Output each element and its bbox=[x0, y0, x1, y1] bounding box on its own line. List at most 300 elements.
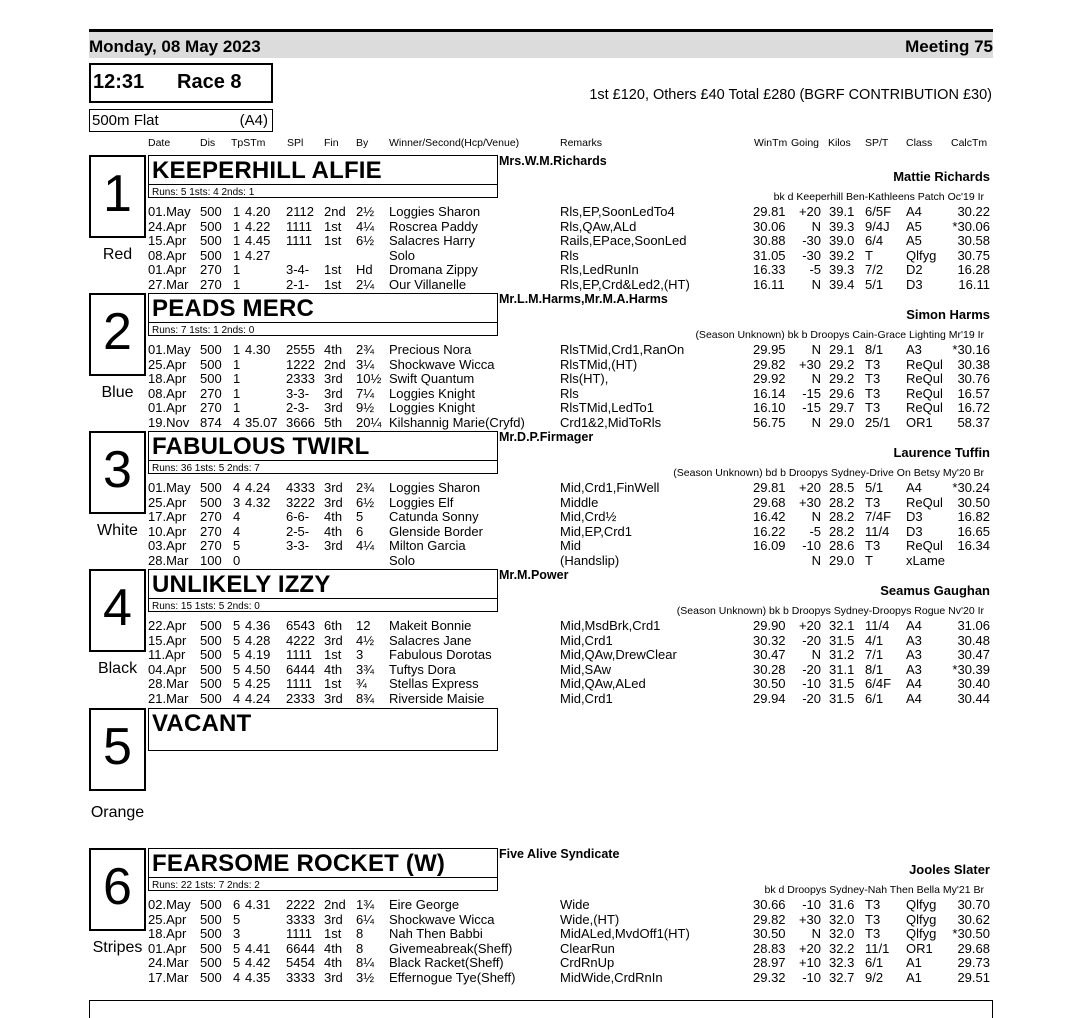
form-class: ReQul bbox=[906, 356, 943, 372]
form-race-date: 17.Apr bbox=[148, 509, 187, 525]
form-distance: 270 bbox=[200, 538, 222, 554]
form-race-date: 17.Mar bbox=[148, 970, 189, 985]
form-win-time: 29.95 bbox=[753, 342, 786, 357]
form-calc-time: 16.28 bbox=[957, 262, 990, 278]
runner-record: Runs: 5 1sts: 4 2nds: 1 bbox=[152, 187, 255, 198]
form-starting-price: T3 bbox=[865, 494, 881, 510]
form-row bbox=[0, 233, 1080, 248]
form-remarks: Rls,QAw,ALd bbox=[560, 218, 637, 234]
form-race-date: 01.May bbox=[148, 204, 191, 219]
form-row bbox=[0, 495, 1080, 510]
form-going: +10 bbox=[798, 955, 821, 971]
form-race-date: 24.Apr bbox=[148, 218, 187, 234]
owner-name: Mr.M.Power bbox=[499, 568, 569, 582]
form-remarks: (Handslip) bbox=[560, 553, 620, 568]
form-race-date: 28.Mar bbox=[148, 553, 189, 568]
meeting-header bbox=[89, 29, 993, 58]
form-winner-second: Shockwave Wicca bbox=[389, 911, 495, 927]
breeding-info: bk d Droopys Sydney-Nah Then Bella My'21 Br bbox=[764, 884, 984, 896]
form-calc-time: *30.16 bbox=[952, 342, 990, 357]
form-win-time: 30.47 bbox=[753, 647, 786, 663]
form-finish: 3rd bbox=[324, 538, 343, 554]
form-positions: 2333 bbox=[286, 371, 315, 387]
form-finish: 2nd bbox=[324, 356, 346, 372]
form-class: A4 bbox=[906, 676, 922, 692]
form-distance: 500 bbox=[200, 218, 222, 234]
form-trap: 1 bbox=[233, 247, 241, 263]
form-distance-beaten: 2¾ bbox=[356, 342, 375, 357]
form-winner-second: Kilshannig Marie(Cryfd) bbox=[389, 415, 525, 430]
form-positions: 6644 bbox=[286, 940, 315, 956]
form-class: A3 bbox=[906, 647, 922, 663]
form-remarks: Mid,EP,Crd1 bbox=[560, 523, 633, 539]
form-distance: 500 bbox=[200, 371, 222, 387]
form-weight: 32.1 bbox=[829, 618, 855, 633]
form-weight: 32.0 bbox=[829, 911, 855, 927]
form-distance: 500 bbox=[200, 661, 222, 677]
form-row bbox=[0, 509, 1080, 524]
form-distance-beaten: 6½ bbox=[356, 233, 375, 249]
breeding-info: (Season Unknown) bk b Droopys Sydney-Droopys Rogue Nv'20 Ir bbox=[676, 605, 984, 617]
form-going: -20 bbox=[802, 691, 821, 706]
form-winner-second: Glenside Border bbox=[389, 523, 483, 539]
form-win-time: 30.66 bbox=[753, 897, 786, 912]
form-trap: 4 bbox=[233, 480, 241, 495]
form-going: N bbox=[811, 926, 821, 942]
form-winner-second: Stellas Express bbox=[389, 676, 479, 692]
form-race-date: 21.Mar bbox=[148, 691, 189, 706]
form-distance: 270 bbox=[200, 523, 222, 539]
form-remarks: Rls,EP,SoonLedTo4 bbox=[560, 204, 675, 219]
form-winner-second: Tuftys Dora bbox=[389, 661, 456, 677]
form-distance: 500 bbox=[200, 647, 222, 663]
form-finish: 4th bbox=[324, 509, 343, 525]
form-going: -10 bbox=[802, 970, 821, 985]
form-calc-time: 29.73 bbox=[957, 955, 990, 971]
trap-colour: White bbox=[97, 522, 138, 539]
form-row bbox=[0, 676, 1080, 691]
form-win-time: 29.94 bbox=[753, 691, 786, 706]
form-race-date: 15.Apr bbox=[148, 233, 187, 249]
form-positions: 2-3- bbox=[286, 400, 310, 416]
form-winner-second: Givemeabreak(Sheff) bbox=[389, 940, 513, 956]
form-sectional-time: 4.28 bbox=[245, 632, 271, 648]
form-row bbox=[0, 204, 1080, 219]
form-trap: 5 bbox=[233, 647, 241, 663]
form-race-date: 02.May bbox=[148, 897, 191, 912]
form-trap: 4 bbox=[233, 970, 241, 985]
form-row bbox=[0, 970, 1080, 985]
form-class: A3 bbox=[906, 342, 922, 357]
form-starting-price: 6/4F bbox=[865, 676, 892, 692]
form-remarks: Mid,QAw,ALed bbox=[560, 676, 646, 692]
form-row bbox=[0, 480, 1080, 495]
form-row bbox=[0, 553, 1080, 568]
form-positions: 5454 bbox=[286, 955, 315, 971]
meeting-date: Monday, 08 May 2023 bbox=[89, 37, 261, 56]
form-distance-beaten: 4½ bbox=[356, 632, 375, 648]
form-calc-time: 30.44 bbox=[957, 691, 990, 706]
form-going: N bbox=[811, 218, 821, 234]
form-going: -10 bbox=[802, 538, 821, 554]
form-finish: 1st bbox=[324, 218, 342, 234]
form-class: D3 bbox=[906, 509, 923, 525]
form-remarks: Rls bbox=[560, 385, 579, 401]
form-class: D2 bbox=[906, 262, 923, 278]
form-distance-beaten: 6¼ bbox=[356, 911, 375, 927]
form-positions: 3-3- bbox=[286, 385, 310, 401]
trap-colour: Orange bbox=[90, 804, 145, 821]
form-sectional-time: 4.25 bbox=[245, 676, 271, 692]
form-finish: 3rd bbox=[324, 400, 343, 416]
form-row bbox=[0, 262, 1080, 277]
form-sectional-time: 4.24 bbox=[245, 691, 271, 706]
form-remarks: CrdRnUp bbox=[560, 955, 615, 971]
form-weight: 39.3 bbox=[829, 218, 855, 234]
form-trap: 4 bbox=[233, 509, 241, 525]
form-trap: 3 bbox=[233, 494, 241, 510]
trainer-name: Mattie Richards bbox=[893, 169, 990, 184]
form-starting-price: 5/1 bbox=[865, 277, 884, 292]
form-row bbox=[0, 912, 1080, 927]
form-going: -20 bbox=[802, 661, 821, 677]
form-finish: 4th bbox=[324, 523, 343, 539]
form-class: OR1 bbox=[906, 940, 933, 956]
name-divider bbox=[149, 322, 497, 323]
form-class: A1 bbox=[906, 955, 922, 971]
race-distance-box bbox=[89, 109, 273, 132]
form-sectional-time: 35.07 bbox=[245, 415, 278, 430]
form-sectional-time: 4.35 bbox=[245, 970, 271, 985]
form-win-time: 30.32 bbox=[753, 632, 786, 648]
form-row bbox=[0, 415, 1080, 430]
form-weight: 28.2 bbox=[829, 523, 855, 539]
form-remarks: Mid,Crd½ bbox=[560, 509, 617, 525]
form-sectional-time: 4.50 bbox=[245, 661, 271, 677]
form-finish: 3rd bbox=[324, 911, 343, 927]
runner-record: Runs: 22 1sts: 7 2nds: 2 bbox=[152, 880, 260, 891]
form-class: ReQul bbox=[906, 385, 943, 401]
form-distance: 500 bbox=[200, 247, 222, 263]
form-weight: 28.6 bbox=[829, 538, 855, 554]
form-going: N bbox=[811, 647, 821, 663]
form-win-time: 30.28 bbox=[753, 661, 786, 677]
form-remarks: Mid,SAw bbox=[560, 661, 612, 677]
form-class: A4 bbox=[906, 618, 922, 633]
form-starting-price: T bbox=[865, 247, 873, 263]
form-calc-time: 16.72 bbox=[957, 400, 990, 416]
form-class: A4 bbox=[906, 691, 922, 706]
form-race-date: 01.Apr bbox=[148, 400, 187, 416]
form-distance: 500 bbox=[200, 676, 222, 692]
form-going: -10 bbox=[802, 897, 821, 912]
form-positions: 1222 bbox=[286, 356, 315, 372]
form-remarks: Mid,Crd1 bbox=[560, 691, 613, 706]
form-winner-second: Loggies Sharon bbox=[389, 204, 481, 219]
form-trap: 0 bbox=[233, 553, 241, 568]
form-finish: 3rd bbox=[324, 385, 343, 401]
form-remarks: Mid,QAw,DrewClear bbox=[560, 647, 677, 663]
form-weight: 29.6 bbox=[829, 385, 855, 401]
form-trap: 5 bbox=[233, 618, 241, 633]
form-weight: 29.0 bbox=[829, 415, 855, 430]
form-race-date: 01.Apr bbox=[148, 940, 187, 956]
form-remarks: RlsTMid,Crd1,RanOn bbox=[560, 342, 685, 357]
form-race-date: 25.Apr bbox=[148, 356, 187, 372]
runner-record: Runs: 7 1sts: 1 2nds: 0 bbox=[152, 325, 255, 336]
form-calc-time: 30.76 bbox=[957, 371, 990, 387]
form-distance: 270 bbox=[200, 385, 222, 401]
column-header: By bbox=[356, 137, 369, 149]
form-finish: 1st bbox=[324, 233, 342, 249]
form-weight: 29.7 bbox=[829, 400, 855, 416]
form-winner-second: Loggies Elf bbox=[389, 494, 454, 510]
form-finish: 3rd bbox=[324, 371, 343, 387]
form-class: Qlfyg bbox=[906, 926, 937, 942]
form-class: A3 bbox=[906, 632, 922, 648]
form-race-date: 10.Apr bbox=[148, 523, 187, 539]
form-distance: 500 bbox=[200, 356, 222, 372]
form-distance-beaten: Hd bbox=[356, 262, 373, 278]
form-weight: 31.5 bbox=[829, 676, 855, 692]
form-going: N bbox=[811, 277, 821, 292]
race-time: 12:31 bbox=[93, 71, 145, 93]
runner-name: FEARSOME ROCKET (W) bbox=[152, 850, 446, 877]
form-remarks: Wide,(HT) bbox=[560, 911, 620, 927]
form-row bbox=[0, 371, 1080, 386]
next-section-box bbox=[89, 1000, 993, 1018]
form-finish: 5th bbox=[324, 415, 343, 430]
form-class: D3 bbox=[906, 277, 923, 292]
trap-colour: Blue bbox=[101, 384, 134, 401]
form-remarks: Middle bbox=[560, 494, 599, 510]
form-trap: 1 bbox=[233, 262, 241, 278]
name-divider bbox=[149, 598, 497, 599]
form-race-date: 25.Apr bbox=[148, 494, 187, 510]
form-calc-time: 30.62 bbox=[957, 911, 990, 927]
form-class: A5 bbox=[906, 218, 922, 234]
form-distance-beaten: 8 bbox=[356, 926, 364, 942]
form-winner-second: Effernogue Tye(Sheff) bbox=[389, 970, 516, 985]
form-class: A4 bbox=[906, 480, 922, 495]
form-winner-second: Salacres Harry bbox=[389, 233, 475, 249]
form-sectional-time: 4.20 bbox=[245, 204, 271, 219]
form-class: A3 bbox=[906, 661, 922, 677]
form-win-time: 29.82 bbox=[753, 356, 786, 372]
form-distance: 100 bbox=[200, 553, 222, 568]
runner-name: UNLIKELY IZZY bbox=[152, 571, 331, 598]
form-weight: 29.2 bbox=[829, 356, 855, 372]
form-distance: 500 bbox=[200, 955, 222, 971]
form-finish: 3rd bbox=[324, 691, 343, 706]
form-starting-price: 9/4J bbox=[865, 218, 890, 234]
form-starting-price: 6/5F bbox=[865, 204, 892, 219]
form-class: Qlfyg bbox=[906, 911, 937, 927]
form-trap: 5 bbox=[233, 632, 241, 648]
name-divider bbox=[149, 877, 497, 878]
form-positions: 1111 bbox=[286, 218, 313, 234]
form-win-time: 56.75 bbox=[753, 415, 786, 430]
form-row bbox=[0, 926, 1080, 941]
form-calc-time: 30.75 bbox=[957, 247, 990, 263]
trap-number: 6 bbox=[103, 858, 132, 916]
form-class: OR1 bbox=[906, 415, 933, 430]
form-going: N bbox=[811, 509, 821, 525]
form-trap: 4 bbox=[233, 523, 241, 539]
form-race-date: 18.Apr bbox=[148, 926, 187, 942]
form-finish: 4th bbox=[324, 940, 343, 956]
race-grade: (A4) bbox=[239, 112, 268, 129]
runner-name-box bbox=[148, 155, 498, 198]
race-number: Race 8 bbox=[177, 71, 242, 93]
column-header: Kilos bbox=[828, 137, 851, 149]
form-distance: 874 bbox=[200, 415, 222, 430]
form-row bbox=[0, 941, 1080, 956]
form-weight: 32.0 bbox=[829, 926, 855, 942]
form-distance-beaten: 12 bbox=[356, 618, 371, 633]
form-weight: 29.0 bbox=[829, 553, 855, 568]
form-remarks: Wide bbox=[560, 897, 590, 912]
form-calc-time: 30.38 bbox=[957, 356, 990, 372]
form-win-time: 29.32 bbox=[753, 970, 786, 985]
form-trap: 1 bbox=[233, 204, 241, 219]
runner-name-box bbox=[148, 569, 498, 612]
form-distance-beaten: 8 bbox=[356, 940, 364, 956]
form-winner-second: Solo bbox=[389, 553, 416, 568]
form-sectional-time: 4.24 bbox=[245, 480, 271, 495]
form-winner-second: Catunda Sonny bbox=[389, 509, 479, 525]
form-sectional-time: 4.19 bbox=[245, 647, 271, 663]
form-starting-price: 4/1 bbox=[865, 632, 884, 648]
column-header: Class bbox=[906, 137, 933, 149]
form-race-date: 08.Apr bbox=[148, 385, 187, 401]
form-remarks: MidALed,MvdOff1(HT) bbox=[560, 926, 690, 942]
form-distance: 500 bbox=[200, 618, 222, 633]
form-distance-beaten: 2¼ bbox=[356, 277, 375, 292]
form-win-time: 16.14 bbox=[753, 385, 786, 401]
form-trap: 1 bbox=[233, 233, 241, 249]
form-finish: 3rd bbox=[324, 494, 343, 510]
trainer-name: Jooles Slater bbox=[909, 862, 990, 877]
form-remarks: Mid,MsdBrk,Crd1 bbox=[560, 618, 661, 633]
form-finish: 2nd bbox=[324, 204, 346, 219]
form-distance-beaten: 3 bbox=[356, 647, 364, 663]
form-sectional-time: 4.42 bbox=[245, 955, 271, 971]
form-win-time: 16.33 bbox=[753, 262, 786, 278]
form-calc-time: 30.48 bbox=[957, 632, 990, 648]
form-trap: 1 bbox=[233, 342, 241, 357]
form-finish: 3rd bbox=[324, 970, 343, 985]
form-positions: 2222 bbox=[286, 897, 315, 912]
form-remarks: RlsTMid,LedTo1 bbox=[560, 400, 654, 416]
form-remarks: ClearRun bbox=[560, 940, 615, 956]
form-class: xLame bbox=[906, 553, 946, 568]
form-weight: 32.3 bbox=[829, 955, 855, 971]
column-header: WinTm bbox=[754, 137, 788, 149]
form-winner-second: Roscrea Paddy bbox=[389, 218, 478, 234]
form-distance: 500 bbox=[200, 204, 222, 219]
form-starting-price: T3 bbox=[865, 538, 881, 554]
meeting-number: Meeting 75 bbox=[905, 37, 993, 56]
form-finish: 4th bbox=[324, 661, 343, 677]
form-win-time: 29.90 bbox=[753, 618, 786, 633]
form-winner-second: Eire George bbox=[389, 897, 460, 912]
form-trap: 1 bbox=[233, 277, 241, 292]
form-win-time: 16.42 bbox=[753, 509, 786, 525]
form-positions: 2112 bbox=[286, 204, 314, 219]
form-win-time: 29.81 bbox=[753, 480, 786, 495]
form-weight: 39.2 bbox=[829, 247, 855, 263]
form-calc-time: 29.68 bbox=[957, 940, 990, 956]
form-win-time: 30.88 bbox=[753, 233, 786, 249]
owner-name: Mr.L.M.Harms,Mr.M.A.Harms bbox=[499, 292, 668, 306]
form-finish: 3rd bbox=[324, 480, 343, 495]
form-race-date: 01.Apr bbox=[148, 262, 187, 278]
form-win-time: 30.50 bbox=[753, 926, 786, 942]
form-calc-time: 29.51 bbox=[957, 970, 990, 985]
form-positions: 4333 bbox=[286, 480, 315, 495]
form-row bbox=[0, 662, 1080, 677]
form-distance: 500 bbox=[200, 632, 222, 648]
form-trap: 5 bbox=[233, 661, 241, 677]
form-race-date: 19.Nov bbox=[148, 415, 190, 430]
trap-number: 1 bbox=[103, 165, 132, 223]
form-distance-beaten: 20¼ bbox=[356, 415, 382, 430]
trainer-name: Laurence Tuffin bbox=[893, 445, 990, 460]
form-going: +30 bbox=[798, 911, 821, 927]
form-row bbox=[0, 897, 1080, 912]
form-race-date: 27.Mar bbox=[148, 277, 189, 292]
form-race-date: 25.Apr bbox=[148, 911, 187, 927]
column-header: TpSTm bbox=[231, 137, 266, 149]
form-weight: 28.5 bbox=[829, 480, 855, 495]
form-distance-beaten: 4¼ bbox=[356, 218, 375, 234]
form-distance: 500 bbox=[200, 940, 222, 956]
runner-name-box bbox=[148, 293, 498, 336]
race-title-box bbox=[89, 63, 273, 103]
form-weight: 39.0 bbox=[829, 233, 855, 249]
form-weight: 28.2 bbox=[829, 494, 855, 510]
trap-colour: Black bbox=[97, 660, 138, 677]
form-calc-time: 16.11 bbox=[958, 277, 990, 292]
owner-name: Five Alive Syndicate bbox=[499, 847, 620, 861]
form-winner-second: Nah Then Babbi bbox=[389, 926, 483, 942]
form-going: N bbox=[811, 415, 821, 430]
form-distance: 500 bbox=[200, 926, 222, 942]
form-starting-price: 11/4 bbox=[865, 618, 890, 633]
form-finish: 4th bbox=[324, 955, 343, 971]
form-win-time: 16.22 bbox=[753, 523, 786, 539]
form-positions: 6543 bbox=[286, 618, 315, 633]
name-divider bbox=[149, 184, 497, 185]
column-header: SPl bbox=[287, 137, 304, 149]
form-sectional-time: 4.30 bbox=[245, 342, 271, 357]
form-distance: 500 bbox=[200, 342, 222, 357]
form-trap: 3 bbox=[233, 926, 241, 942]
form-row bbox=[0, 357, 1080, 372]
form-distance-beaten: 5 bbox=[356, 509, 364, 525]
form-sectional-time: 4.32 bbox=[245, 494, 271, 510]
form-row bbox=[0, 386, 1080, 401]
form-trap: 5 bbox=[233, 676, 241, 692]
form-weight: 31.1 bbox=[829, 661, 855, 677]
form-weight: 32.7 bbox=[829, 970, 855, 985]
form-starting-price: T3 bbox=[865, 400, 881, 416]
form-class: ReQul bbox=[906, 494, 943, 510]
runner-name: VACANT bbox=[152, 710, 252, 737]
form-starting-price: 8/1 bbox=[865, 661, 884, 677]
form-going: -30 bbox=[802, 247, 821, 263]
